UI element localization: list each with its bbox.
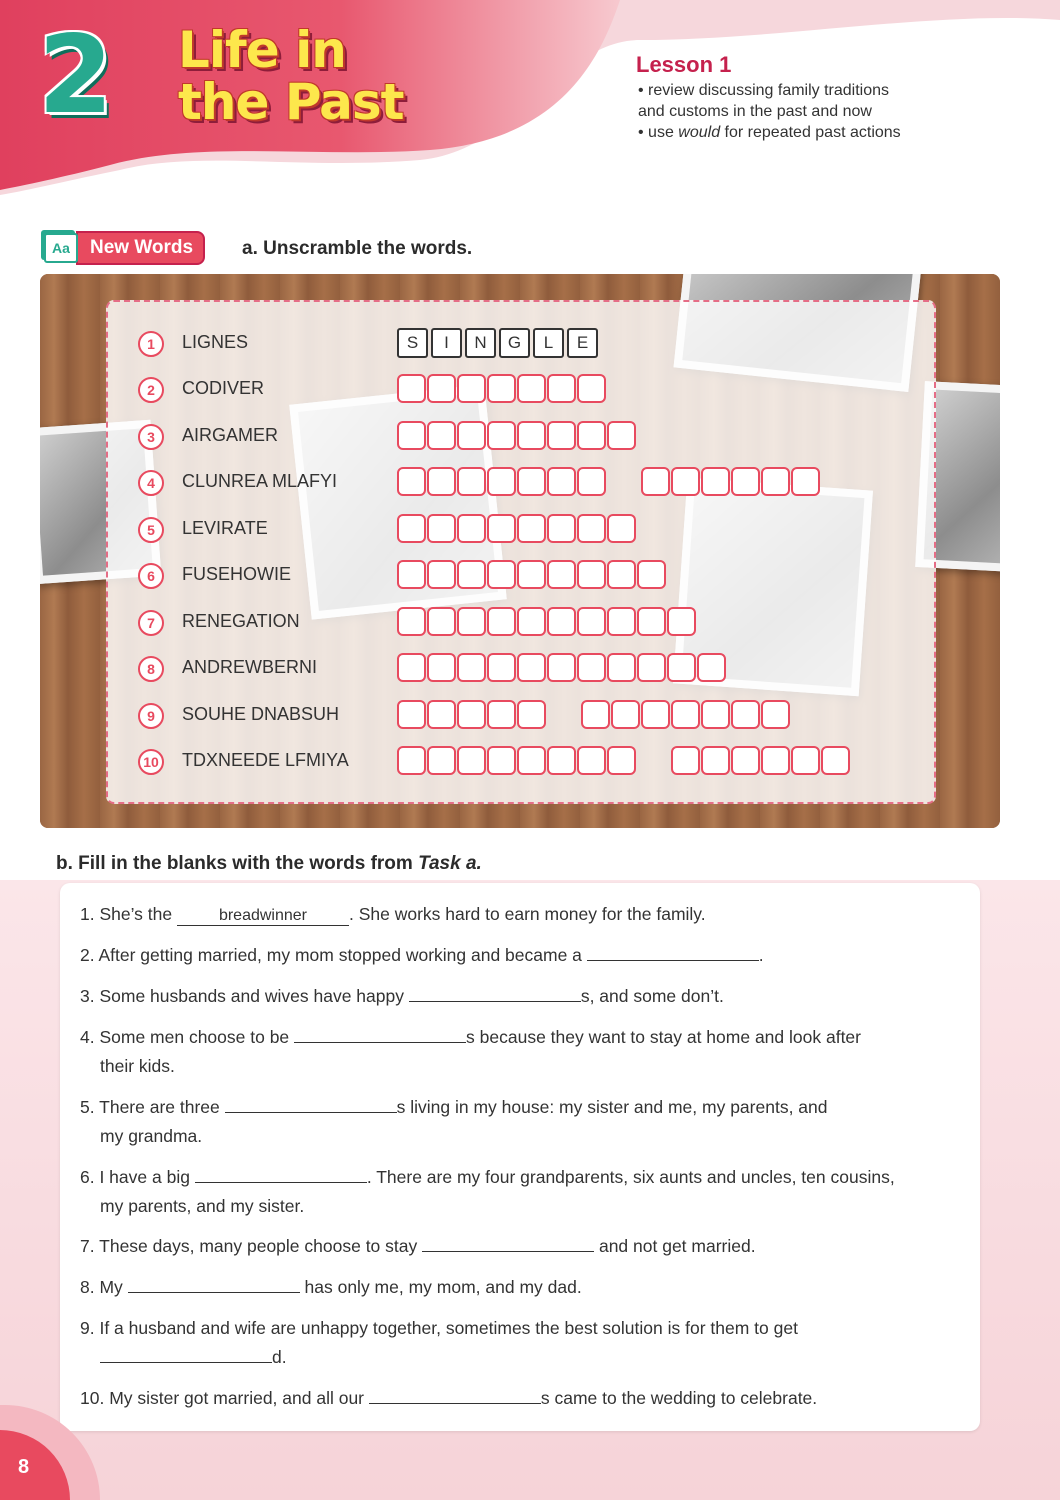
letter-box[interactable] [457,467,486,496]
sentence-continuation: my grandma. [100,1126,203,1146]
letter-box[interactable] [427,746,456,775]
new-words-badge [44,230,205,266]
task-b-instruction: b. Fill in the blanks with the words from Task a. [56,853,482,874]
unit-title-line1: Life in [178,21,346,79]
letter-box[interactable] [397,746,426,775]
letter-box[interactable] [607,653,636,682]
letter-box-group [397,746,637,775]
letter-box[interactable] [637,607,666,636]
sentence-text: . She works hard to earn money for the family. [348,904,706,924]
letter-box[interactable] [697,653,726,682]
word-row [138,653,938,683]
letter-box[interactable] [427,467,456,496]
answer-blank[interactable] [128,1274,300,1293]
letter-box[interactable] [577,746,606,775]
unit-number: 2 [38,13,114,138]
letter-box-group [397,328,601,358]
sentence-text: 2. After getting married, my mom stopped working and became a [80,945,587,965]
letter-box[interactable] [517,467,546,496]
word-row [138,328,938,358]
task-a-instruction: a. Unscramble the words. [242,238,473,259]
letter-box[interactable] [611,700,640,729]
letter-box[interactable] [547,467,576,496]
answer-blank[interactable] [225,1094,397,1113]
answer-blank[interactable] [369,1385,541,1404]
lesson-objectives [636,52,1016,143]
sentence-text: 8. My [80,1277,128,1297]
scrambled-word: FUSEHOWIE [182,564,292,584]
item-number: 2 [138,377,164,403]
word-row [138,746,938,776]
letter-box[interactable] [397,700,426,729]
sentence-continuation [80,1343,970,1372]
sentence-text: 7. These days, many people choose to stay [80,1236,423,1256]
item-number: 8 [138,656,164,682]
sentence-item [80,1384,970,1413]
letter-box[interactable] [427,653,456,682]
letter-box[interactable] [457,653,486,682]
word-row [138,700,938,730]
sentence-text: 6. I have a big [80,1167,195,1187]
letter-box: I [431,328,462,358]
sentence-item [80,1232,970,1261]
objective-text: for repeated past actions [720,124,901,141]
letter-box[interactable] [487,374,516,403]
page-number: 8 [18,1456,30,1478]
letter-box[interactable] [517,514,546,543]
objective-item [636,122,1016,143]
letter-box[interactable] [457,560,486,589]
scrambled-word: ANDREWBERNI [182,657,318,677]
scrambled-word: TDXNEEDE LFMIYA [182,750,349,770]
letter-box[interactable] [457,746,486,775]
letter-box[interactable] [457,374,486,403]
letter-box[interactable] [637,560,666,589]
letter-box[interactable] [791,746,820,775]
letter-box-group [397,467,607,496]
objective-text: and customs in the past and now [638,103,872,120]
word-row [138,560,938,590]
letter-box[interactable] [641,700,670,729]
letter-box[interactable] [547,421,576,450]
objective-list [636,80,1016,143]
letter-box[interactable] [397,421,426,450]
letter-box[interactable] [517,700,546,729]
letter-box[interactable] [761,746,790,775]
item-number: 10 [138,749,164,775]
letter-box[interactable] [701,467,730,496]
sentence-text: 5. There are three [80,1097,225,1117]
sentence-text: 1. She’s the [80,904,177,924]
sentence-text: 4. Some men choose to be [80,1027,295,1047]
sentence-item [80,1163,970,1221]
letter-box[interactable] [427,607,456,636]
letter-box[interactable] [731,700,760,729]
sentence-item [80,1093,970,1151]
letter-box[interactable] [487,514,516,543]
objective-item [636,80,1016,101]
sentence-text: d. [272,1347,287,1367]
item-number: 5 [138,517,164,543]
letter-box[interactable] [821,746,850,775]
letter-box[interactable] [517,374,546,403]
letter-box[interactable] [397,560,426,589]
letter-box[interactable] [577,374,606,403]
letter-box-group [671,746,851,775]
letter-box[interactable] [607,607,636,636]
letter-box[interactable] [517,607,546,636]
letter-box[interactable] [577,607,606,636]
scrambled-word: LEVIRATE [182,518,268,538]
letter-box[interactable] [637,653,666,682]
sentence-text: 9. If a husband and wife are unhappy together, sometimes the best solution is for them to get [80,1318,798,1338]
sentence-item [80,1273,970,1302]
sentence-continuation: my parents, and my sister. [100,1196,305,1216]
sentence-text: s living in my house: my sister and me, my parents, and [396,1097,828,1117]
letter-box-group [397,421,637,450]
item-number: 3 [138,424,164,450]
letter-box[interactable] [607,421,636,450]
item-number: 1 [138,331,164,357]
objective-text: • review discussing family traditions [638,82,890,99]
letter-box[interactable] [731,467,760,496]
word-row [138,607,938,637]
objective-text: • use [638,124,679,141]
letter-box[interactable] [427,560,456,589]
letter-box[interactable] [487,467,516,496]
sentence-item [80,941,970,970]
letter-box[interactable] [607,514,636,543]
letter-box[interactable] [731,746,760,775]
letter-box[interactable] [701,746,730,775]
letter-box[interactable] [607,560,636,589]
letter-box[interactable] [457,700,486,729]
word-row [138,467,938,497]
letter-box[interactable] [577,467,606,496]
letter-box[interactable] [397,374,426,403]
scrambled-word: LIGNES [182,332,249,352]
letter-box[interactable] [581,700,610,729]
letter-box[interactable] [487,560,516,589]
letter-box[interactable] [547,653,576,682]
letter-box-group [641,467,821,496]
sentence-item [80,1314,970,1372]
word-row [138,421,938,451]
letter-box[interactable] [517,421,546,450]
letter-box[interactable] [667,653,696,682]
sentence-text: . There are my four grandparents, six aunts and uncles, ten cousins, [366,1167,895,1187]
sentence-text: and not get married. [594,1236,756,1256]
letter-box[interactable] [547,514,576,543]
sentence-text: 10. My sister got married, and all our [80,1388,369,1408]
letter-box[interactable] [641,467,670,496]
item-number: 6 [138,563,164,589]
sentence-text: has only me, my mom, and my dad. [299,1277,582,1297]
letter-box: E [567,328,598,358]
letter-box[interactable] [671,467,700,496]
letter-box[interactable] [397,514,426,543]
letter-box[interactable] [577,514,606,543]
letter-box[interactable] [397,607,426,636]
sentence-text: 3. Some husbands and wives have happy [80,986,409,1006]
objective-item [636,101,1016,122]
letter-box: S [397,328,428,358]
letter-box[interactable] [487,607,516,636]
letter-box-group [397,374,607,403]
letter-box[interactable] [487,653,516,682]
answer-blank[interactable] [100,1344,272,1363]
letter-box-group [397,560,667,589]
letter-box[interactable] [547,374,576,403]
new-words-label: New Words [76,231,205,265]
answer-blank[interactable] [587,942,759,961]
letter-box[interactable] [517,653,546,682]
letter-box[interactable] [577,421,606,450]
letter-box[interactable] [577,560,606,589]
unit-title [178,21,404,131]
word-row [138,514,938,544]
letter-box[interactable] [397,467,426,496]
answer-blank[interactable] [294,1024,466,1043]
answer-blank[interactable] [422,1233,594,1252]
letter-box[interactable] [427,374,456,403]
letter-box[interactable] [457,514,486,543]
answer-blank[interactable]: breadwinner [177,907,349,926]
unit-title-line2: the Past [178,73,404,131]
letter-box[interactable] [487,421,516,450]
letter-box[interactable] [427,700,456,729]
letter-box[interactable] [397,653,426,682]
letter-box: N [465,328,496,358]
item-number: 7 [138,610,164,636]
answer-blank[interactable] [409,983,581,1002]
sentence-item [80,982,970,1011]
letter-box-group [397,653,727,682]
letter-box[interactable] [667,607,696,636]
letter-box[interactable] [517,746,546,775]
scrambled-word: SOUHE DNABSUH [182,704,340,724]
answer-blank[interactable] [195,1164,367,1183]
letter-box[interactable] [487,700,516,729]
letter-box[interactable] [701,700,730,729]
scrambled-word: RENEGATION [182,611,300,631]
flashcard-icon: Aa [44,233,78,263]
scrambled-word: CODIVER [182,378,265,398]
sentence-continuation: their kids. [100,1056,175,1076]
objective-italic: would [678,124,721,141]
letter-box[interactable] [457,607,486,636]
letter-box[interactable] [547,607,576,636]
letter-box[interactable] [427,514,456,543]
letter-box[interactable] [517,560,546,589]
sentence-text: . [758,945,764,965]
letter-box[interactable] [457,421,486,450]
lesson-title: Lesson 1 [636,52,732,77]
sentence-text: s, and some don’t. [580,986,724,1006]
scrambled-word: AIRGAMER [182,425,279,445]
letter-box[interactable] [577,653,606,682]
letter-box-group [397,607,697,636]
letter-box: L [533,328,564,358]
letter-box[interactable] [427,421,456,450]
item-number: 4 [138,470,164,496]
sentence-text: s came to the wedding to celebrate. [540,1388,818,1408]
letter-box[interactable] [791,467,820,496]
item-number: 9 [138,703,164,729]
letter-box[interactable] [607,746,636,775]
letter-box[interactable] [487,746,516,775]
sentence-text: s because they want to stay at home and look after [466,1027,861,1047]
letter-box[interactable] [761,700,790,729]
letter-box[interactable] [761,467,790,496]
word-row [138,374,938,404]
letter-box-group [397,514,637,543]
letter-box[interactable] [671,746,700,775]
scrambled-word: CLUNREA MLAFYI [182,471,338,491]
letter-box[interactable] [547,560,576,589]
letter-box-group [397,700,547,729]
letter-box[interactable] [671,700,700,729]
letter-box: G [499,328,530,358]
letter-box[interactable] [547,746,576,775]
sentence-item [80,900,970,929]
sentence-item [80,1023,970,1081]
letter-box-group [581,700,791,729]
